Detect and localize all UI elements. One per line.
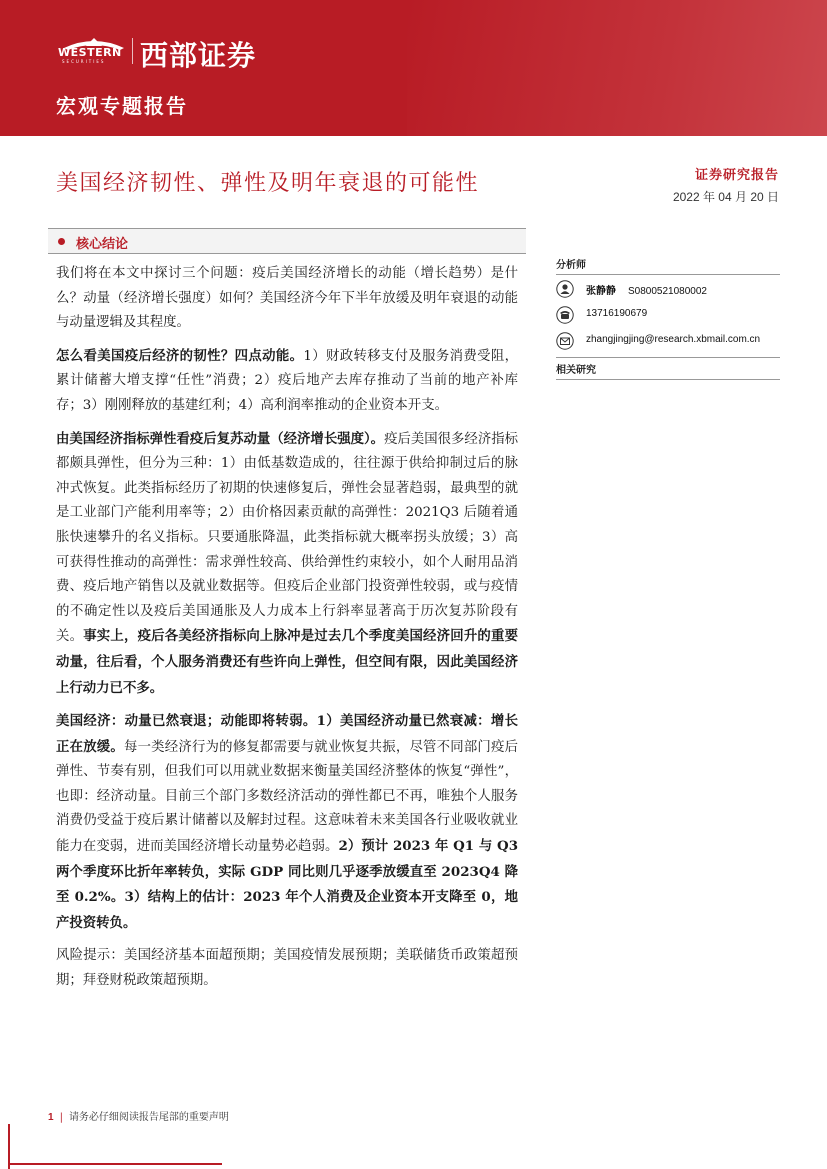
report-date: 2022 年 04 月 20 日: [672, 190, 779, 204]
report-body: [56, 262, 518, 1002]
page-number: 1: [48, 1112, 54, 1123]
footer: [48, 1108, 229, 1123]
paragraph-resilience: 怎么看美国疫后经济的韧性？四点动能。1）财政转移支付及服务消费受阻，累计储蓄大增支撑“任性”消费；2）疫后地产去库存推动了当前的地产补库存；3）刚刚释放的基建红利；4）高利润率推动的企业资本开支。: [56, 347, 519, 413]
phone-icon: [556, 306, 574, 324]
sidebar: [556, 256, 780, 380]
paragraph-elasticity: 由美国经济指标弹性看疫后复苏动量（经济增长强度）。疫后美国很多经济指标都颇具弹性，但分为三种：1）由低基数造成的，往往源于供给抑制过后的脉冲式恢复。此类指标经历了初期的快速修复后，弹性会显著趋弱，最典型的就是工业部门产能利用率等；2）由价格因素贡献的高弹性：2021Q3 后随着通胀快速攀升的名义指标。只要通胀降温，此类指标就大概率拐头放缓；3）高可获得性推动的高弹性：需求弹性较高、供给弹性约束较小，如个人耐用品消费、疫后地产销售以及就业数据等。但疫后企业部门投资弹性较弱，或与疫情的不确定性以及疫后美国通胀及人力成本上行斜率显著高于历次复苏阶段有关。事实上，疫后各美经济指标向上脉冲是过去几个季度美国经济回升的重要动量，往后看，个人服务消费还有些许向上弹性，但空间有限，因此美国经济上行动力已不多。: [56, 430, 519, 696]
analyst-name: 张静静: [586, 286, 616, 297]
corner-decoration-horizontal: [8, 1163, 222, 1165]
header-banner: [0, 0, 827, 136]
bullet-icon: [58, 238, 65, 245]
analyst-name-row: [556, 279, 780, 301]
person-icon: [556, 280, 574, 298]
phone-number: 13716190679: [586, 308, 648, 319]
page-title: 美国经济韧性、弹性及明年衰退的可能性: [56, 171, 480, 196]
phone-row: [556, 305, 780, 327]
paragraph-intro: 我们将在本文中探讨三个问题：疫后美国经济增长的动能（增长趋势）是什么？动量（经济增长强度）如何？美国经济今年下半年放缓及明年衰退的动能与动量逻辑及其程度。: [56, 266, 518, 331]
logo-chinese: 西部证券: [140, 39, 257, 72]
footer-separator: |: [59, 1112, 63, 1123]
logo-subtitle: SECURITIES: [62, 59, 106, 64]
email-icon: [556, 332, 574, 350]
analyst-id: S0800521080002: [628, 286, 707, 297]
report-kind: 证券研究报告: [694, 168, 779, 183]
section-header: [48, 228, 526, 254]
logo-divider: [132, 38, 133, 64]
logo-english: WESTERN: [58, 46, 122, 59]
paragraph-momentum: 美国经济：动量已然衰退；动能即将转弱。1）美国经济动量已然衰减：增长正在放缓。每一类经济行为的修复都需要与就业恢复共振，尽管不同部门疫后弹性、节奏有别，但我们可以用就业数据来衡量美国经济整体的恢复“弹性”，也即：经济动量。目前三个部门多数经济活动的弹性都已不再，唯独个人服务消费仍受益于疫后累计储蓄以及解封过程。这意味着未来美国各行业吸收就业能力在变弱，进而美国经济增长动量势必趋弱。2）预计 2023 年 Q1 与 Q3 两个季度环比折年率转负，实际 GDP 同比则几乎逐季放缓直至 2023Q4 降至 0.2%。3）结构上的估计：2023 年个人消费及企业资本开支降至 0，地产投资转负。: [56, 713, 519, 931]
footer-disclaimer: 请务必仔细阅读报告尾部的重要声明: [68, 1112, 229, 1123]
report-type: 宏观专题报告: [56, 94, 188, 118]
paragraph-risk: 风险提示：美国经济基本面超预期；美国疫情发展预期；美联储货币政策超预期；拜登财税政策超预期。: [56, 948, 518, 989]
section-title: 核心结论: [76, 237, 129, 252]
banner-decoration: [407, 0, 827, 136]
analyst-heading: 分析师: [556, 256, 780, 275]
related-research-heading: 相关研究: [556, 358, 780, 380]
analyst-email[interactable]: zhangjingjing@research.xbmail.com.cn: [586, 334, 761, 345]
email-row: [556, 331, 780, 353]
